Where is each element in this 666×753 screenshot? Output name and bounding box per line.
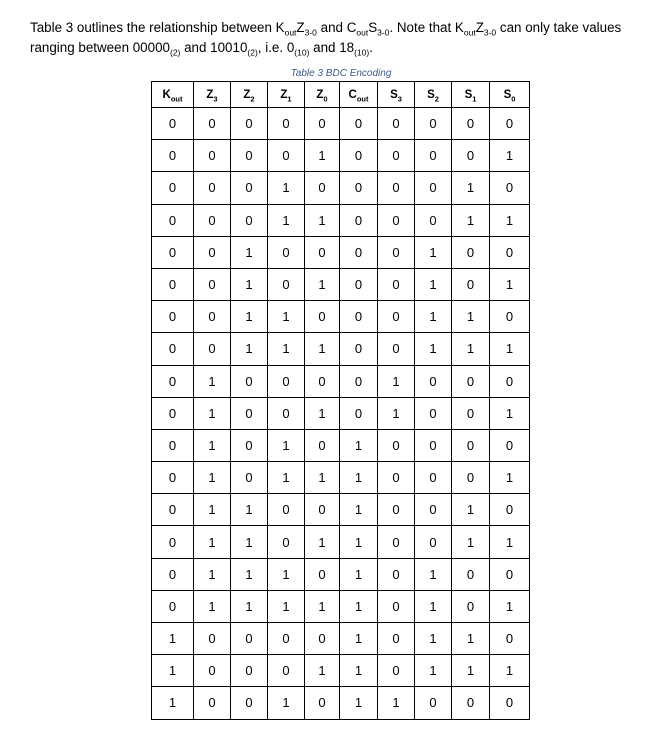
table-cell: 0	[415, 172, 452, 204]
table-cell: 1	[378, 397, 415, 429]
table-cell: 1	[305, 590, 340, 622]
table-cell: 0	[415, 687, 452, 719]
table-cell: 1	[490, 590, 530, 622]
table-cell: 1	[194, 462, 231, 494]
table-cell: 0	[452, 365, 490, 397]
table-cell: 1	[490, 655, 530, 687]
table-cell: 0	[452, 558, 490, 590]
column-header: $S_3$	[378, 82, 415, 108]
table-cell: 0	[340, 333, 378, 365]
table-cell: 0	[415, 526, 452, 558]
table-cell: 0	[490, 687, 530, 719]
table-cell: 0	[152, 429, 194, 461]
table-row	[152, 204, 530, 236]
table-cell: 0	[268, 526, 305, 558]
column-header: $C_{out}$	[340, 82, 378, 108]
table-cell: 0	[152, 236, 194, 268]
table-row	[152, 172, 530, 204]
table-cell: 0	[378, 623, 415, 655]
table-cell: 0	[378, 429, 415, 461]
table-cell: 0	[152, 558, 194, 590]
table-cell: 1	[340, 526, 378, 558]
table-cell: 0	[231, 655, 268, 687]
table-cell: 0	[490, 236, 530, 268]
table-cell: 0	[490, 558, 530, 590]
table-cell: 1	[231, 494, 268, 526]
table-cell: 1	[490, 204, 530, 236]
table-cell: 1	[305, 655, 340, 687]
bdc-encoding-table	[151, 81, 530, 720]
table-cell: 1	[231, 268, 268, 300]
column-header: $Z_3$	[194, 82, 231, 108]
table-row	[152, 623, 530, 655]
table-cell: 0	[152, 108, 194, 140]
table-cell: 0	[305, 172, 340, 204]
table-cell: 0	[305, 687, 340, 719]
table-cell: 0	[415, 397, 452, 429]
table-cell: 1	[340, 590, 378, 622]
table-cell: 0	[231, 140, 268, 172]
table-cell: 0	[305, 623, 340, 655]
table-cell: 0	[378, 204, 415, 236]
table-cell: 1	[415, 236, 452, 268]
table-cell: 1	[490, 462, 530, 494]
table-cell: 0	[194, 333, 231, 365]
table-cell: 0	[268, 236, 305, 268]
table-cell: 1	[452, 301, 490, 333]
table-cell: 1	[231, 558, 268, 590]
table-cell: 1	[452, 655, 490, 687]
table-cell: 1	[490, 397, 530, 429]
table-cell: 0	[340, 268, 378, 300]
column-header: $Z_2$	[231, 82, 268, 108]
table-cell: 1	[268, 429, 305, 461]
table-row	[152, 462, 530, 494]
table-cell: 1	[415, 558, 452, 590]
table-cell: 0	[194, 268, 231, 300]
table-cell: 0	[490, 623, 530, 655]
table-cell: 0	[268, 108, 305, 140]
table-cell: 0	[415, 429, 452, 461]
table-cell: 1	[231, 236, 268, 268]
table-cell: 0	[340, 397, 378, 429]
table-cell: 1	[415, 301, 452, 333]
table-cell: 1	[268, 462, 305, 494]
table-cell: 1	[378, 687, 415, 719]
table-cell: 0	[415, 140, 452, 172]
table-row	[152, 268, 530, 300]
table-cell: 0	[152, 172, 194, 204]
table-cell: 0	[415, 462, 452, 494]
table-cell: 0	[231, 108, 268, 140]
table-cell: 0	[152, 590, 194, 622]
table-cell: 1	[378, 365, 415, 397]
table-row	[152, 558, 530, 590]
table-cell: 1	[452, 333, 490, 365]
table-cell: 0	[268, 494, 305, 526]
table-cell: 0	[268, 655, 305, 687]
column-header: $K_{out}$	[152, 82, 194, 108]
table-cell: 0	[490, 108, 530, 140]
table-cell: 1	[490, 268, 530, 300]
table-cell: 0	[378, 268, 415, 300]
table-cell: 0	[194, 140, 231, 172]
table-cell: 1	[490, 333, 530, 365]
table-cell: 0	[490, 301, 530, 333]
table-cell: 1	[268, 558, 305, 590]
table-cell: 1	[415, 268, 452, 300]
table-cell: 1	[231, 590, 268, 622]
table-cell: 0	[152, 494, 194, 526]
table-cell: 0	[194, 108, 231, 140]
table-cell: 1	[415, 655, 452, 687]
table-cell: 0	[231, 462, 268, 494]
table-cell: 1	[194, 429, 231, 461]
table-row	[152, 108, 530, 140]
table-cell: 0	[152, 526, 194, 558]
table-cell: 0	[452, 268, 490, 300]
table-cell: 0	[305, 108, 340, 140]
table-header-row	[152, 82, 530, 108]
table-row	[152, 429, 530, 461]
table-cell: 0	[194, 204, 231, 236]
table-cell: 0	[152, 365, 194, 397]
table-cell: 1	[340, 462, 378, 494]
table-cell: 0	[194, 236, 231, 268]
table-cell: 0	[194, 687, 231, 719]
table-cell: 1	[340, 429, 378, 461]
table-cell: 1	[452, 494, 490, 526]
table-cell: 0	[305, 365, 340, 397]
table-cell: 0	[152, 462, 194, 494]
table-cell: 1	[305, 268, 340, 300]
table-cell: 1	[305, 140, 340, 172]
table-cell: 1	[452, 172, 490, 204]
table-row	[152, 526, 530, 558]
table-cell: 1	[305, 462, 340, 494]
table-row	[152, 687, 530, 719]
table-row	[152, 301, 530, 333]
table-cell: 0	[490, 365, 530, 397]
table-cell: 1	[340, 494, 378, 526]
table-row	[152, 333, 530, 365]
table-cell: 0	[415, 494, 452, 526]
table-cell: 0	[452, 236, 490, 268]
table-cell: 1	[268, 204, 305, 236]
table-cell: 1	[268, 687, 305, 719]
table-cell: 0	[305, 429, 340, 461]
table-cell: 1	[268, 590, 305, 622]
table-cell: 1	[231, 526, 268, 558]
table-cell: 0	[452, 590, 490, 622]
table-cell: 0	[340, 204, 378, 236]
table-cell: 1	[268, 333, 305, 365]
table-cell: 0	[452, 108, 490, 140]
table-cell: 0	[378, 590, 415, 622]
table-cell: 0	[231, 365, 268, 397]
table-cell: 1	[490, 140, 530, 172]
table-cell: 0	[378, 526, 415, 558]
table-cell: 1	[305, 397, 340, 429]
table-cell: 0	[231, 172, 268, 204]
table-cell: 1	[231, 333, 268, 365]
table-cell: 0	[452, 397, 490, 429]
table-cell: 1	[194, 365, 231, 397]
table-cell: 0	[490, 494, 530, 526]
table-cell: 0	[231, 204, 268, 236]
table-cell: 0	[231, 687, 268, 719]
table-caption: Table 3 BDC Encoding	[290, 68, 392, 79]
table-cell: 0	[378, 236, 415, 268]
table-cell: 0	[340, 301, 378, 333]
table-cell: 1	[231, 301, 268, 333]
table-cell: 0	[340, 108, 378, 140]
table-cell: 0	[152, 140, 194, 172]
table-cell: 0	[340, 365, 378, 397]
table-cell: 1	[340, 655, 378, 687]
table-row	[152, 140, 530, 172]
table-cell: 1	[268, 301, 305, 333]
table-cell: 0	[452, 462, 490, 494]
table-row	[152, 494, 530, 526]
table-cell: 1	[452, 526, 490, 558]
table-cell: 0	[268, 623, 305, 655]
table-row	[152, 236, 530, 268]
table-cell: 1	[452, 204, 490, 236]
table-cell: 0	[378, 655, 415, 687]
table-row	[152, 397, 530, 429]
table-cell: 0	[231, 623, 268, 655]
table-row	[152, 365, 530, 397]
table-cell: 1	[340, 623, 378, 655]
table-cell: 0	[378, 462, 415, 494]
table-cell: 0	[305, 236, 340, 268]
intro-paragraph: Table 3 outlines the relationship between $K_{out}Z_{3-0}$ and $C_{out}S_{3-0}$. Note that $K_{out}Z_{3-0}$ can only take values ranging between $00000_{(2)}$ and $10010_{(2)}$, i.e. $0_{(10)}$ and $18_{(10)}$.	[30, 20, 622, 58]
table-cell: 1	[194, 590, 231, 622]
table-cell: 0	[305, 494, 340, 526]
table-cell: 0	[152, 333, 194, 365]
table-cell: 0	[194, 172, 231, 204]
table-cell: 0	[340, 140, 378, 172]
table-cell: 0	[305, 558, 340, 590]
column-header: $Z_1$	[268, 82, 305, 108]
table-cell: 0	[340, 236, 378, 268]
table-cell: 1	[194, 494, 231, 526]
table-cell: 0	[452, 140, 490, 172]
table-cell: 1	[340, 558, 378, 590]
table-cell: 1	[305, 526, 340, 558]
table-cell: 1	[268, 172, 305, 204]
table-cell: 0	[378, 301, 415, 333]
table-cell: 0	[152, 301, 194, 333]
table-cell: 0	[194, 623, 231, 655]
table-cell: 0	[152, 268, 194, 300]
table-cell: 0	[490, 429, 530, 461]
table-cell: 0	[268, 140, 305, 172]
table-cell: 0	[378, 333, 415, 365]
table-cell: 1	[152, 655, 194, 687]
column-header: $Z_0$	[305, 82, 340, 108]
table-cell: 1	[340, 687, 378, 719]
table-cell: 0	[231, 429, 268, 461]
table-cell: 0	[340, 172, 378, 204]
table-row	[152, 655, 530, 687]
table-cell: 0	[268, 397, 305, 429]
table-cell: 0	[378, 558, 415, 590]
table-cell: 0	[194, 301, 231, 333]
column-header: $S_2$	[415, 82, 452, 108]
table-cell: 1	[305, 204, 340, 236]
table-cell: 0	[452, 429, 490, 461]
table-cell: 0	[378, 172, 415, 204]
table-cell: 1	[194, 558, 231, 590]
column-header: $S_1$	[452, 82, 490, 108]
table-cell: 1	[415, 333, 452, 365]
table-cell: 1	[152, 623, 194, 655]
table-body	[152, 108, 530, 720]
table-cell: 0	[152, 397, 194, 429]
table-cell: 0	[378, 108, 415, 140]
table-cell: 0	[231, 397, 268, 429]
column-header: $S_0$	[490, 82, 530, 108]
table-cell: 1	[152, 687, 194, 719]
table-cell: 0	[378, 140, 415, 172]
table-cell: 0	[452, 687, 490, 719]
table-cell: 0	[490, 172, 530, 204]
table-cell: 0	[415, 108, 452, 140]
table-cell: 1	[415, 590, 452, 622]
table-cell: 0	[378, 494, 415, 526]
table-cell: 1	[490, 526, 530, 558]
table-row	[152, 590, 530, 622]
table-cell: 0	[152, 204, 194, 236]
table-cell: 0	[415, 204, 452, 236]
table-cell: 0	[268, 365, 305, 397]
table-cell: 1	[305, 333, 340, 365]
table-cell: 1	[452, 623, 490, 655]
table-cell: 0	[415, 365, 452, 397]
table-cell: 0	[268, 268, 305, 300]
table-cell: 1	[194, 397, 231, 429]
table-cell: 0	[305, 301, 340, 333]
table-cell: 0	[194, 655, 231, 687]
table-cell: 1	[194, 526, 231, 558]
table-cell: 1	[415, 623, 452, 655]
